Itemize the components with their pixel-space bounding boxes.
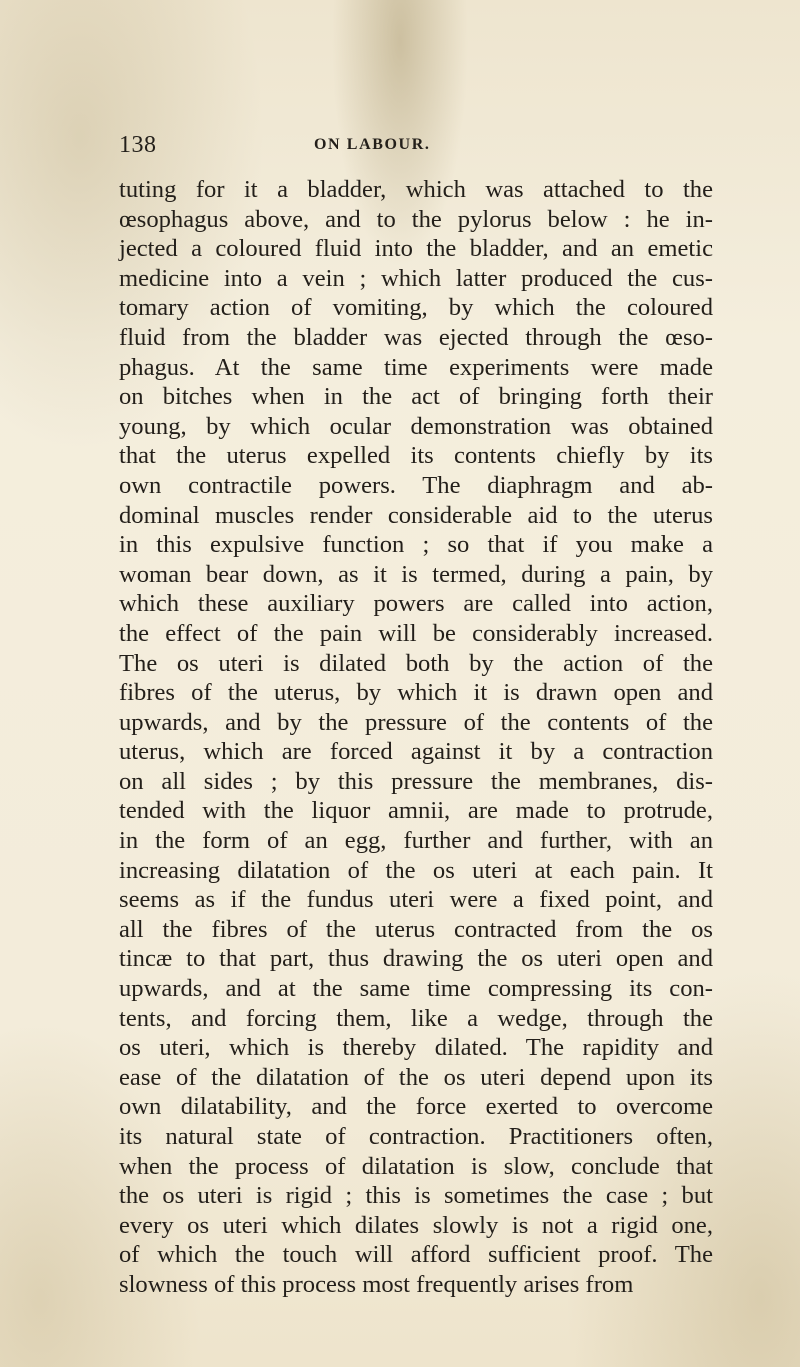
text-line: dominal muscles render considerable aid to the uterus [119,501,713,529]
text-line: all the fibres of the uterus contracted from the os [119,915,713,943]
text-line: on bitches when in the act of bringing forth their [119,383,713,411]
text-line: os uteri, which is thereby dilated. The rapidity and [119,1034,713,1062]
text-line: when the process of dilatation is slow, conclude that [119,1152,713,1180]
text-line: young, by which ocular demonstration was obtained [119,412,713,440]
text-line: phagus. At the same time experiments were made [119,353,713,381]
text-line: tents, and forcing them, like a wedge, through the [119,1004,713,1032]
text-line: every os uteri which dilates slowly is not a rigid one, [119,1211,713,1239]
text-line: the os uteri is rigid ; this is sometimes the case ; but [119,1182,713,1210]
text-line: which these auxiliary powers are called into action, [119,590,713,618]
text-line: its natural state of contraction. Practitioners often, [119,1123,713,1150]
text-line: œsophagus above, and to the pylorus below : he in- [119,205,713,233]
running-title: ON LABOUR. [314,136,431,153]
text-line: fibres of the uterus, by which it is drawn open and [119,679,713,707]
text-line: the effect of the pain will be considerably increased. [119,619,713,647]
running-head [119,132,711,162]
text-line: upwards, and by the pressure of the contents of the [119,708,713,736]
text-line: own contractile powers. The diaphragm and ab- [119,471,713,499]
text-line: in the form of an egg, further and further, with an [119,827,713,855]
text-line: tuting for it a bladder, which was attached to the [119,176,713,203]
text-line: of which the touch will afford sufficient proof. The [119,1241,713,1269]
text-line: fluid from the bladder was ejected through the œso- [119,323,713,351]
text-line: in this expulsive function ; so that if you make a [119,531,713,559]
text-line: ease of the dilatation of the os uteri depend upon its [119,1063,713,1091]
text-line: slowness of this process most frequently arises from [119,1270,634,1298]
text-line: on all sides ; by this pressure the membranes, dis- [119,767,713,795]
text-line: tincæ to that part, thus drawing the os uteri open and [119,945,713,973]
text-line: tended with the liquor amnii, are made to protrude, [119,797,713,825]
text-line: The os uteri is dilated both by the action of the [119,649,713,677]
text-line: upwards, and at the same time compressing its con- [119,975,713,1003]
text-line: medicine into a vein ; which latter produced the cus- [119,264,713,292]
text-line: woman bear down, as it is termed, during a pain, by [119,560,713,588]
text-line: increasing dilatation of the os uteri at each pain. It [119,856,713,884]
text-line: that the uterus expelled its contents chiefly by its [119,442,713,470]
text-line: own dilatability, and the force exerted to overcome [119,1093,713,1121]
text-line: jected a coloured fluid into the bladder, and an emetic [119,235,713,263]
text-line: uterus, which are forced against it by a contraction [119,738,713,766]
text-line: seems as if the fundus uteri were a fixed point, and [119,886,713,914]
text-line: tomary action of vomiting, by which the coloured [119,294,713,322]
body-text [119,175,713,1300]
page-number: 138 [119,132,157,158]
